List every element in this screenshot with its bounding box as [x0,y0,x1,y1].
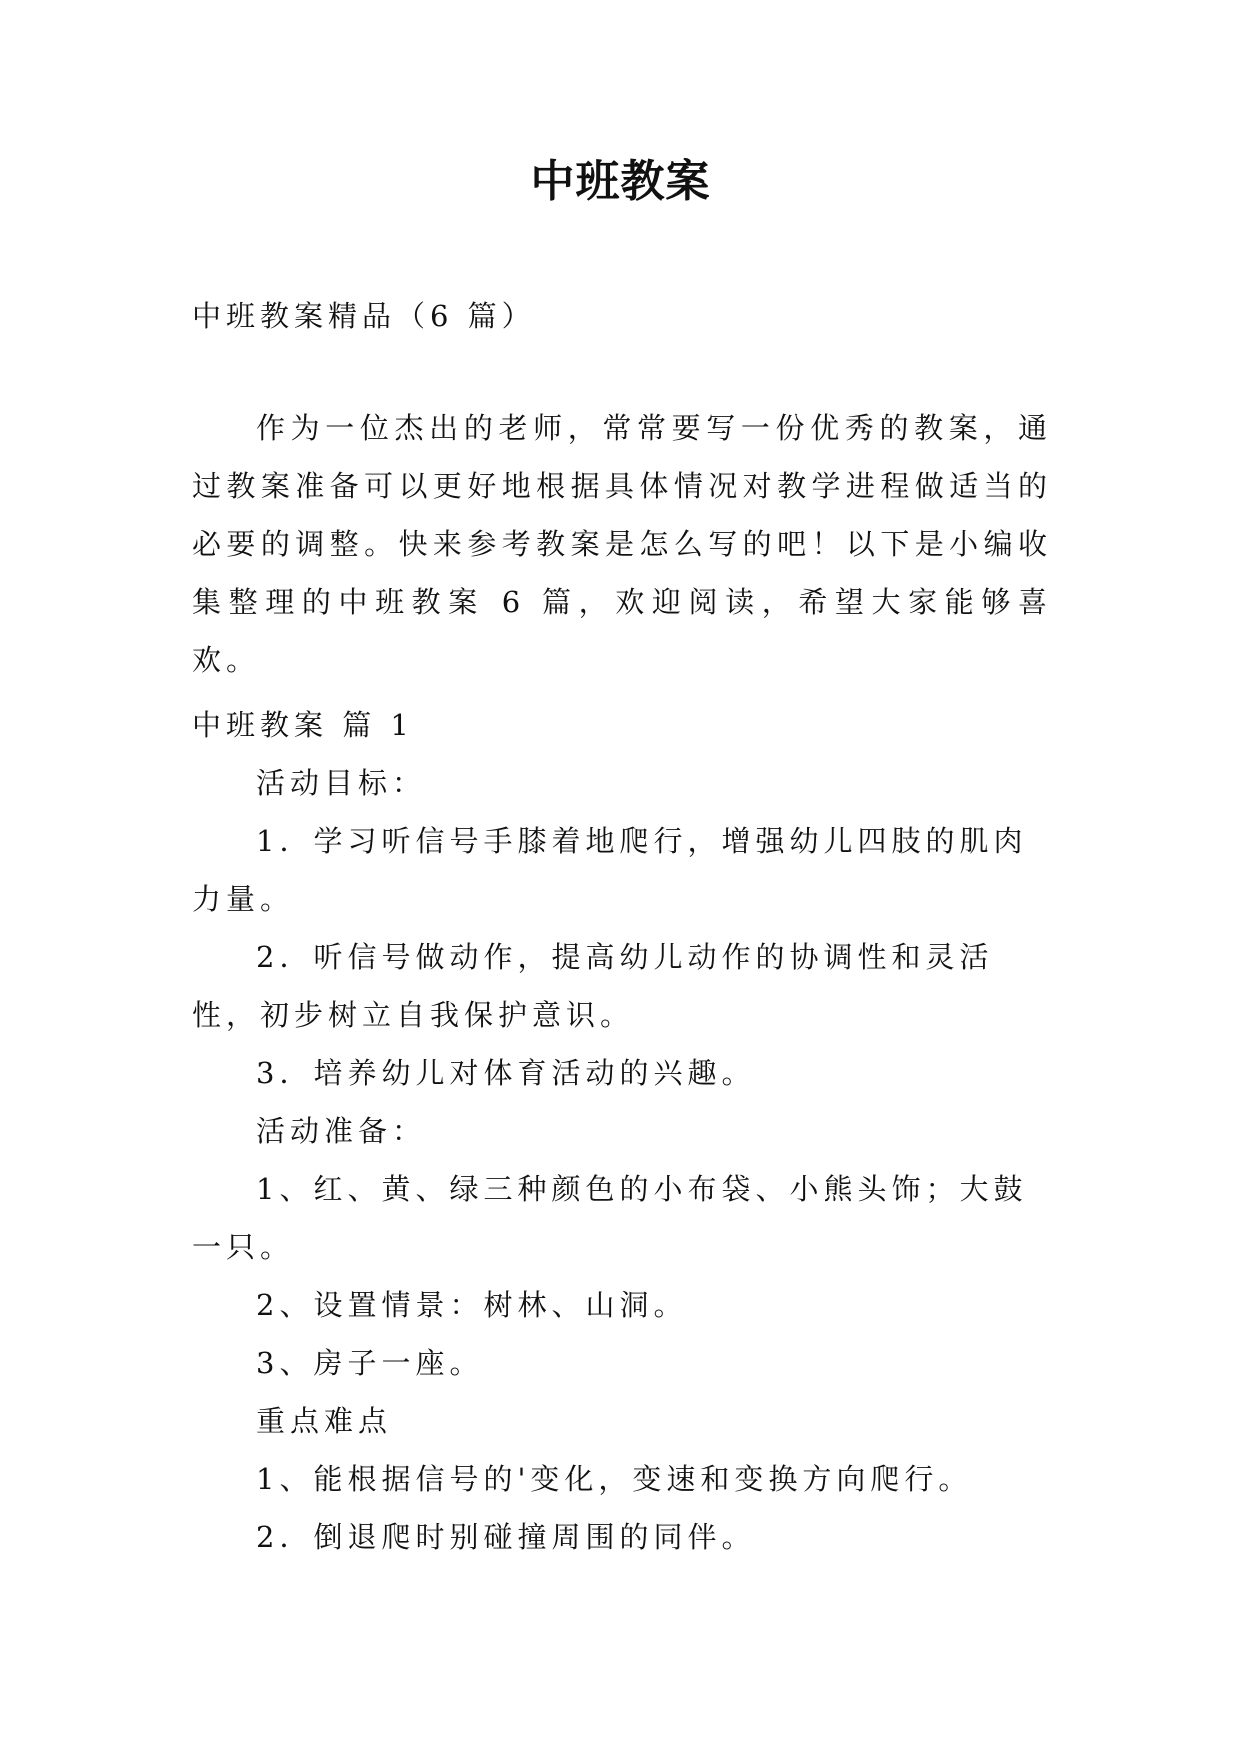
preparation-item: 1、红、黄、绿三种颜色的小布袋、小熊头饰；大鼓一只。 [192,1172,1028,1264]
key-point-item: 2．倒退爬时别碰撞周围的同伴。 [256,1520,756,1554]
goal-item: 2．听信号做动作，提高幼儿动作的协调性和灵活性，初步树立自我保护意识。 [192,940,994,1032]
key-points-label: 重点难点 [256,1404,393,1438]
goal-item: 1．学习听信号手膝着地爬行，增强幼儿四肢的肌肉力量。 [192,824,1028,916]
document-subtitle: 中班教案精品（6 篇） [192,299,536,333]
lesson-section-1 [192,696,1052,1566]
document-title: 中班教案 [530,156,711,207]
key-point-item: 1、能根据信号的'变化，变速和变换方向爬行。 [256,1462,973,1496]
preparation-item: 2、设置情景：树林、山洞。 [256,1288,688,1322]
goals-label: 活动目标： [256,766,427,800]
goal-item: 3．培养幼儿对体育活动的兴趣。 [256,1056,756,1090]
preparation-item: 3、房子一座。 [256,1346,484,1380]
preparation-label: 活动准备： [256,1114,427,1148]
intro-paragraph: 作为一位杰出的老师，常常要写一份优秀的教案，通过教案准备可以更好地根据具体情况对教学进程做适当的必要的调整。快来参考教案是怎么写的吧！以下是小编收集整理的中班教案 6 篇，欢迎阅读，希望大家能够喜欢。 [192,411,1052,677]
section-heading: 中班教案 篇 1 [192,708,414,742]
